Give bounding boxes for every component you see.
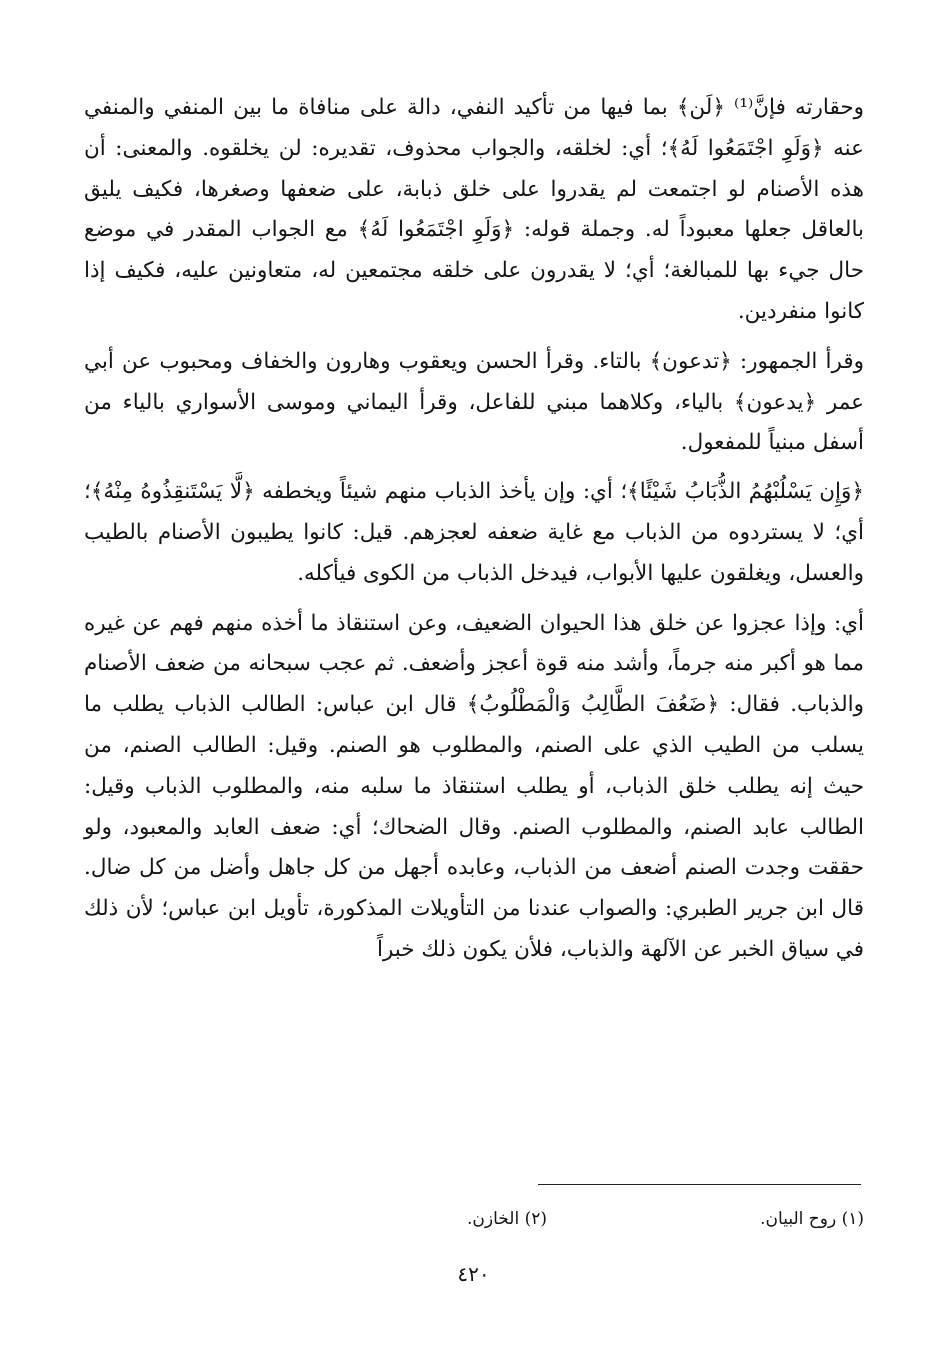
body-text	[84, 88, 864, 971]
footnote-1: (١) روح البيان.	[760, 1209, 864, 1229]
page-number: ٤٢٠	[457, 1262, 490, 1286]
paragraph-1: وحقارته فإنَّ⁽¹⁾ ﴿لَن﴾ بما فيها من تأكيد النفي، دالة على منافاة ما بين المنفي والمنفي عنه ﴿وَلَوِ اجْتَمَعُوا لَهُ﴾؛ أي: لخلقه، والجواب محذوف، تقديره: لن يخلقوه. والمعنى: أن هذه الأصنام لو اجتمعت لم يقدروا على خلق ذبابة، على ضعفها وصغرها، فكيف يليق بالعاقل جعلها معبوداً له. وجملة قوله: ﴿وَلَوِ اجْتَمَعُوا لَهُ﴾ مع الجواب المقدر في موضع حال جيء بها للمبالغة؛ أي؛ لا يقدرون على خلقه مجتمعين له، متعاونين عليه، فكيف إذا كانوا منفردين.	[84, 95, 864, 324]
paragraph-2: وقرأ الجمهور: ﴿تدعون﴾ بالتاء. وقرأ الحسن ويعقوب وهارون والخفاف ومحبوب عن أبي عمر ﴿يدعون﴾ بالياء، وكلاهما مبني للفاعل، وقرأ اليماني وموسى الأسواري بالياء من أسفل مبنياً للمفعول.	[84, 348, 864, 456]
paragraph-4: أي: وإذا عجزوا عن خلق هذا الحيوان الضعيف، وعن استنقاذ ما أخذه منهم فهم عن غيره مما هو أكبر منه جرماً، وأشد منه قوة أعجز وأضعف. ثم عجب سبحانه من ضعف الأصنام والذباب. فقال: ﴿ضَعُفَ الطَّالِبُ وَالْمَطْلُوبُ﴾ قال ابن عباس: الطالب الذباب يطلب ما يسلب من الطيب الذي على الصنم، والمطلوب هو الصنم. وقيل: الطالب الصنم، من حيث إنه يطلب خلق الذباب، أو يطلب استنقاذ ما سلبه منه، والمطلوب الذباب وقيل: الطالب عابد الصنم، والمطلوب الصنم. وقال الضحاك؛ أي: ضعف العابد والمعبود، ولو حققت وجدت الصنم أضعف من الذباب، وعابده أجهل من كل جاهل وأضل من كل ضال. قال ابن جرير الطبري: والصواب عندنا من التأويلات المذكورة، تأويل ابن عباس؛ لأن ذلك في سياق الخبر عن الآلهة والذباب، فلأن يكون ذلك خبراً	[84, 610, 864, 962]
footnote-separator	[538, 1184, 861, 1185]
footnote-2: (٢) الخازن.	[467, 1209, 547, 1229]
paragraph-3: ﴿وَإِن يَسْلُبْهُمُ الذُّبَابُ شَيْئًا﴾؛ أي: وإن يأخذ الذباب منهم شيئاً ويخطفه ﴿لَّا يَسْتَنقِذُوهُ مِنْهُ﴾؛ أي؛ لا يستردوه من الذباب مع غاية ضعفه لعجزهم. قيل: كانوا يطيبون الأصنام بالطيب والعسل، ويغلقون عليها الأبواب، فيدخل الذباب من الكوى فيأكله.	[84, 479, 864, 586]
